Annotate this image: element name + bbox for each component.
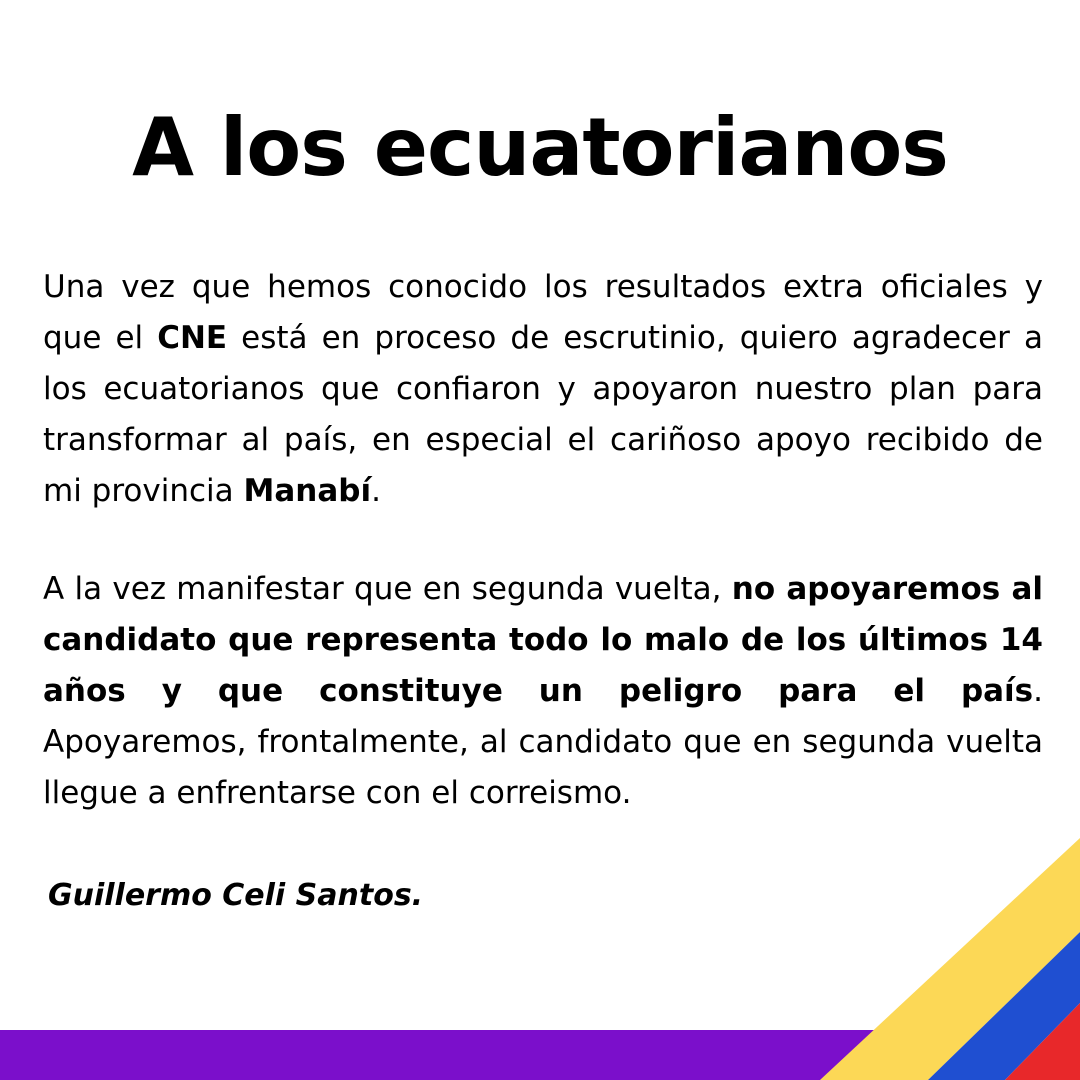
- paragraph-position-text-2: . Apoyaremos, frontalmente, al candidato que en segunda vuelta llegue a enfrentarse con el correismo.: [43, 673, 1043, 811]
- paragraph-gratitude: [43, 262, 1043, 517]
- purple-band: [0, 1030, 880, 1080]
- paragraph-position-text-1: A la vez manifestar que en segunda vuelta,: [43, 571, 732, 607]
- page-title: A los ecuatorianos: [132, 101, 948, 194]
- paragraph-gratitude-text-2: está en proceso de escrutinio, quiero agradecer a los ecuatorianos que confiaron y apoyaron nuestro plan para transformar al país, en especial el cariñoso apoyo recibido de mi provincia: [43, 320, 1043, 509]
- flag-yellow-stripe: [820, 838, 1080, 1080]
- paragraph-gratitude-text-3: .: [371, 473, 381, 509]
- signature: Guillermo Celi Santos.: [48, 878, 424, 913]
- flag-red-stripe: [1005, 1003, 1080, 1080]
- paragraph-gratitude-bold-cne: CNE: [157, 320, 228, 356]
- paragraph-gratitude-text-1: Una vez que hemos conocido los resultados extra oficiales y que el: [43, 269, 1043, 356]
- paragraph-position-bold-statement: no apoyaremos al candidato que representa todo lo malo de los últimos 14 años y que constituye un peligro para el país: [43, 571, 1043, 709]
- flag-blue-stripe: [928, 932, 1080, 1080]
- paragraph-gratitude-bold-manabi: Manabí: [243, 473, 372, 509]
- paragraph-position: [43, 564, 1043, 819]
